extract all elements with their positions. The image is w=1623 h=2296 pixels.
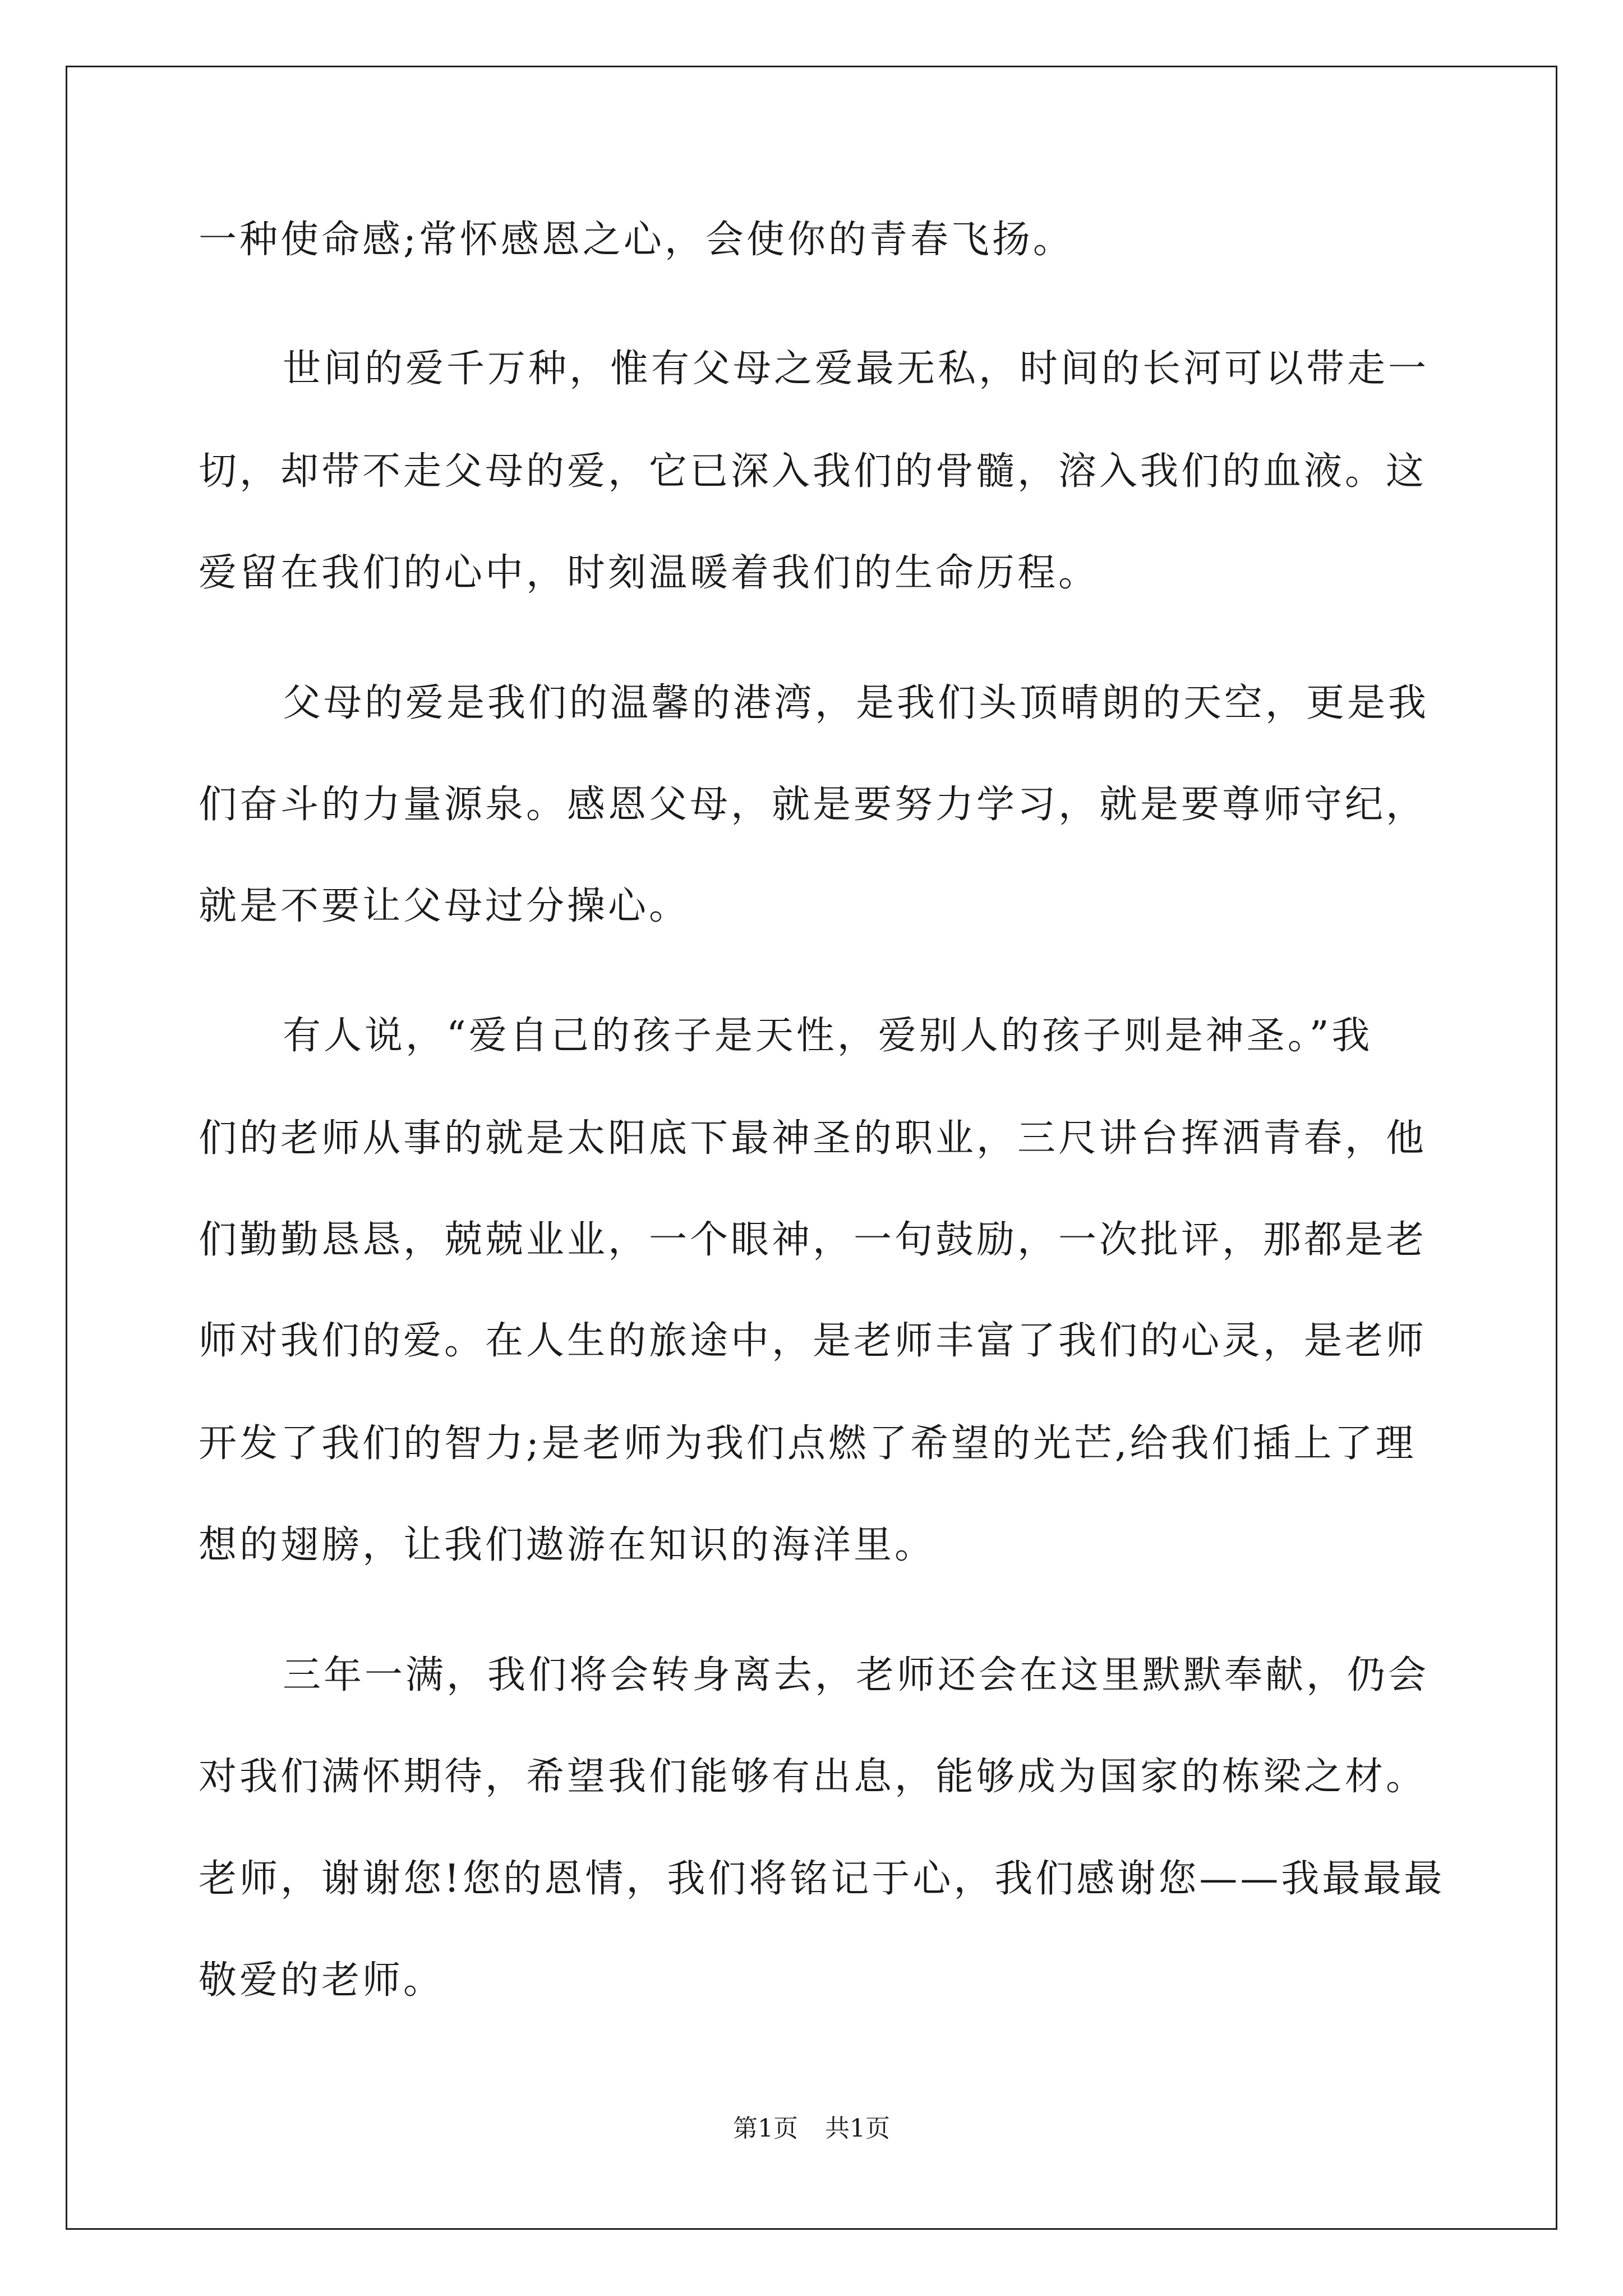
text-line-3: 切，却带不走父母的爱，它已深入我们的骨髓，溶入我们的血液。这	[199, 449, 1427, 494]
text-line-12: 开发了我们的智力;是老师为我们点燃了希望的光芒,给我们插上了理	[199, 1421, 1417, 1466]
text-line-15: 对我们满怀期待，希望我们能够有出息，能够成为国家的栋梁之材。	[199, 1755, 1427, 1799]
text-line-5: 父母的爱是我们的温馨的港湾，是我们头顶晴朗的天空，更是我	[283, 681, 1430, 725]
text-line-2: 世间的爱千万种，惟有父母之爱最无私，时间的长河可以带走一	[283, 347, 1430, 391]
page-footer	[0, 2112, 1623, 2146]
text-line-14: 三年一满，我们将会转身离去，老师还会在这里默默奉献，仍会	[283, 1653, 1430, 1697]
page-total: 共1页	[825, 2114, 890, 2143]
text-line-10: 们勤勤恳恳，兢兢业业，一个眼神，一句鼓励，一次批评，那都是老	[199, 1218, 1427, 1262]
text-line-7: 就是不要让父母过分操心。	[199, 884, 690, 928]
text-line-6: 们奋斗的力量源泉。感恩父母，就是要努力学习，就是要尊师守纪，	[199, 783, 1427, 827]
text-line-1: 一种使命感;常怀感恩之心，会使你的青春飞扬。	[199, 218, 1074, 262]
page-number: 第1页	[733, 2114, 798, 2143]
text-line-9: 们的老师从事的就是太阳底下最神圣的职业，三尺讲台挥洒青春，他	[199, 1116, 1427, 1161]
text-line-11: 师对我们的爱。在人生的旅途中，是老师丰富了我们的心灵，是老师	[199, 1319, 1427, 1363]
text-line-8: 有人说，“爱自己的孩子是天性，爱别人的孩子则是神圣。”我	[283, 1014, 1373, 1058]
text-line-13: 想的翅膀，让我们遨游在知识的海洋里。	[199, 1523, 936, 1567]
text-line-17: 敬爱的老师。	[199, 1958, 445, 2003]
text-line-4: 爱留在我们的心中，时刻温暖着我们的生命历程。	[199, 551, 1100, 595]
text-line-16: 老师，谢谢您!您的恩情，我们将铭记于心，我们感谢您——我最最最	[199, 1857, 1445, 1901]
